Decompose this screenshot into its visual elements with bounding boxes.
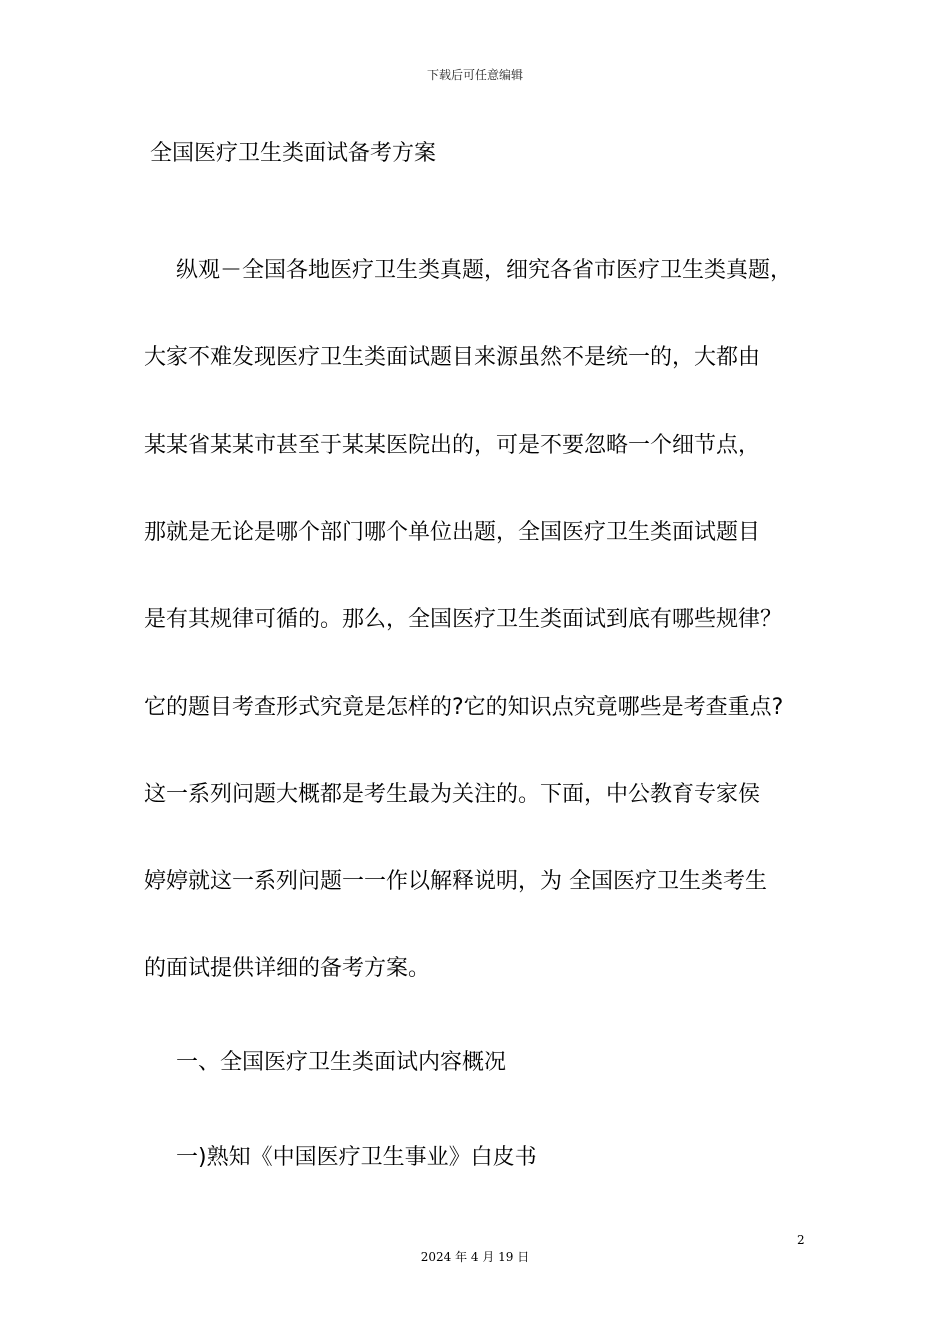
paragraph-line: 某某省某某市甚至于某某医院出的，可是不要忽略一个细节点， [144, 433, 761, 458]
paragraph-line: 纵观－全国各地医疗卫生类真题，细究各省市医疗卫生类真题， [176, 258, 793, 283]
paragraph-line: 是有其规律可循的。那么，全国医疗卫生类面试到底有哪些规律？ [144, 607, 783, 632]
footer-date: 2024 年 4 月 19 日 [420, 1250, 530, 1264]
page-header: 下载后可任意编辑 [426, 68, 523, 82]
paragraph-line: 那就是无论是哪个部门哪个单位出题，全国医疗卫生类面试题目 [144, 520, 761, 545]
document-title: 全国医疗卫生类面试备考方案 [150, 141, 437, 166]
paragraph-line: 大家不难发现医疗卫生类面试题目来源虽然不是统一的，大都由 [144, 345, 761, 370]
subsection-heading: 一)熟知《中国医疗卫生事业》白皮书 [176, 1145, 537, 1170]
page-number: 2 [797, 1233, 805, 1247]
paragraph-line: 婷婷就这一系列问题一一作以解释说明，为 全国医疗卫生类考生 [144, 869, 767, 894]
paragraph-line: 这一系列问题大概都是考生最为关注的。下面，中公教育专家侯 [144, 782, 761, 807]
paragraph-line: 它的题目考查形式究竟是怎样的?它的知识点究竟哪些是考查重点? [144, 695, 784, 720]
section-heading: 一、全国医疗卫生类面试内容概况 [176, 1050, 507, 1075]
paragraph-line: 的面试提供详细的备考方案。 [144, 956, 431, 981]
